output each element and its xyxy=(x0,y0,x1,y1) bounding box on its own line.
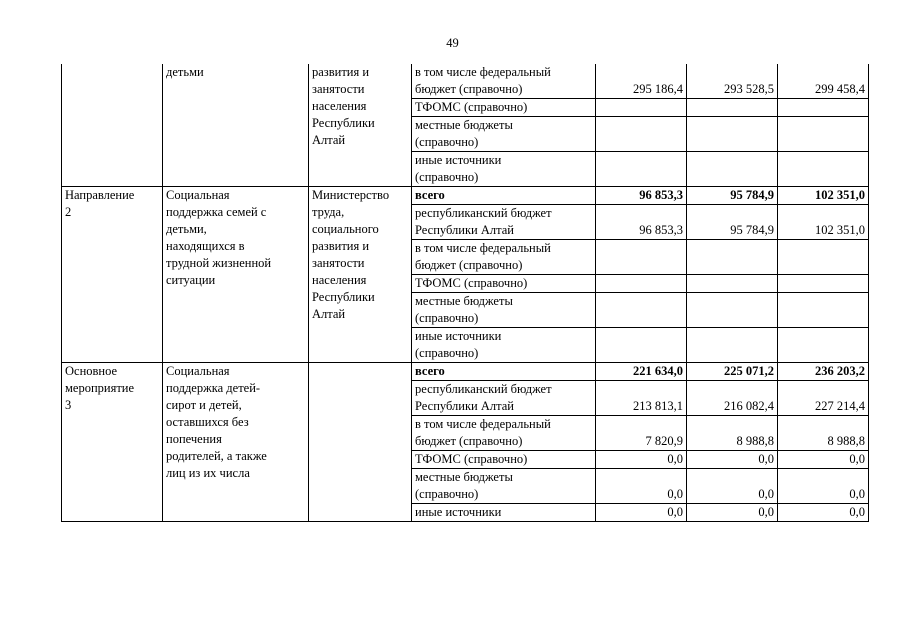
direction-2-executor-cell-line: труда, xyxy=(312,205,345,219)
funding-source-cell xyxy=(412,451,596,469)
measure-3-code-cell xyxy=(62,363,163,522)
continuation-executor-cell-line: занятости xyxy=(312,82,365,96)
value-year-1: 295 186,4 xyxy=(596,64,687,99)
funding-source-cell-line: всего xyxy=(415,364,445,378)
value-year-2 xyxy=(687,99,778,117)
funding-source-cell xyxy=(412,381,596,416)
continuation-name-cell-line: детьми xyxy=(166,65,204,79)
funding-source-cell-line: бюджет (справочно) xyxy=(415,82,523,96)
value-year-3 xyxy=(778,275,869,293)
value-year-3 xyxy=(778,117,869,152)
table-row xyxy=(62,64,869,99)
funding-source-cell-line: (справочно) xyxy=(415,170,479,184)
value-year-2: 95 784,9 xyxy=(687,205,778,240)
funding-source-cell-line: бюджет (справочно) xyxy=(415,434,523,448)
funding-source-cell-line: всего xyxy=(415,188,445,202)
value-year-1: 96 853,3 xyxy=(596,205,687,240)
value-year-3: 8 988,8 xyxy=(778,416,869,451)
value-year-3 xyxy=(778,328,869,363)
value-year-1: 7 820,9 xyxy=(596,416,687,451)
value-year-2 xyxy=(687,240,778,275)
value-year-2 xyxy=(687,152,778,187)
value-year-3: 299 458,4 xyxy=(778,64,869,99)
value-year-2 xyxy=(687,275,778,293)
value-year-3 xyxy=(778,240,869,275)
funding-source-cell xyxy=(412,293,596,328)
value-year-1 xyxy=(596,152,687,187)
value-year-3: 0,0 xyxy=(778,469,869,504)
value-year-3 xyxy=(778,293,869,328)
value-year-1 xyxy=(596,328,687,363)
value-year-1: 0,0 xyxy=(596,469,687,504)
table-row xyxy=(62,187,869,205)
direction-2-name-cell-line: поддержка семей с xyxy=(166,205,267,219)
value-year-2 xyxy=(687,328,778,363)
value-year-3: 0,0 xyxy=(778,504,869,522)
funding-source-cell xyxy=(412,363,596,381)
direction-2-code-cell-line: Направление xyxy=(65,188,135,202)
table-row xyxy=(62,363,869,381)
direction-2-name-cell-line: трудной жизненной xyxy=(166,256,272,270)
value-year-3: 102 351,0 xyxy=(778,187,869,205)
continuation-executor-cell-line: развития и xyxy=(312,65,370,79)
direction-2-executor-cell xyxy=(309,187,412,363)
funding-source-cell-line: (справочно) xyxy=(415,135,479,149)
funding-source-cell xyxy=(412,504,596,522)
funding-source-cell-line: иные источники xyxy=(415,505,502,519)
value-year-2: 293 528,5 xyxy=(687,64,778,99)
funding-source-cell xyxy=(412,117,596,152)
value-year-2: 0,0 xyxy=(687,469,778,504)
direction-2-code-cell xyxy=(62,187,163,363)
funding-source-cell-line: в том числе федеральный xyxy=(415,241,551,255)
direction-2-name-cell xyxy=(163,187,309,363)
measure-3-name-cell-line: родителей, а также xyxy=(166,449,267,463)
direction-2-name-cell-line: детьми, xyxy=(166,222,207,236)
value-year-1 xyxy=(596,293,687,328)
funding-source-cell-line: (справочно) xyxy=(415,346,479,360)
value-year-2: 0,0 xyxy=(687,451,778,469)
direction-2-executor-cell-line: Алтай xyxy=(312,307,346,321)
measure-3-name-cell-line: Социальная xyxy=(166,364,230,378)
value-year-2 xyxy=(687,293,778,328)
funding-source-cell-line: бюджет (справочно) xyxy=(415,258,523,272)
page-number: 49 xyxy=(446,36,459,50)
value-year-1 xyxy=(596,99,687,117)
measure-3-executor-cell xyxy=(309,363,412,522)
value-year-1: 96 853,3 xyxy=(596,187,687,205)
value-year-2: 225 071,2 xyxy=(687,363,778,381)
funding-source-cell-line: ТФОМС (справочно) xyxy=(415,276,528,290)
value-year-2 xyxy=(687,117,778,152)
continuation-code-cell xyxy=(62,64,163,187)
funding-source-cell xyxy=(412,275,596,293)
budget-table-body xyxy=(62,64,869,522)
value-year-3: 102 351,0 xyxy=(778,205,869,240)
direction-2-executor-cell-line: Республики xyxy=(312,290,375,304)
direction-2-executor-cell-line: занятости xyxy=(312,256,365,270)
direction-2-executor-cell-line: социального xyxy=(312,222,379,236)
funding-source-cell xyxy=(412,416,596,451)
funding-source-cell-line: Республики Алтай xyxy=(415,399,514,413)
funding-source-cell xyxy=(412,328,596,363)
value-year-3: 0,0 xyxy=(778,451,869,469)
continuation-executor-cell-line: Республики xyxy=(312,116,375,130)
funding-source-cell-line: в том числе федеральный xyxy=(415,65,551,79)
value-year-2: 95 784,9 xyxy=(687,187,778,205)
funding-source-cell xyxy=(412,469,596,504)
measure-3-name-cell xyxy=(163,363,309,522)
funding-source-cell xyxy=(412,187,596,205)
funding-source-cell-line: (справочно) xyxy=(415,487,479,501)
funding-source-cell xyxy=(412,240,596,275)
value-year-2: 8 988,8 xyxy=(687,416,778,451)
funding-source-cell xyxy=(412,64,596,99)
direction-2-name-cell-line: Социальная xyxy=(166,188,230,202)
budget-table xyxy=(61,64,869,522)
value-year-1: 221 634,0 xyxy=(596,363,687,381)
funding-source-cell-line: (справочно) xyxy=(415,311,479,325)
direction-2-name-cell-line: ситуации xyxy=(166,273,216,287)
value-year-3: 236 203,2 xyxy=(778,363,869,381)
funding-source-cell-line: иные источники xyxy=(415,153,502,167)
funding-source-cell-line: республиканский бюджет xyxy=(415,206,552,220)
value-year-1: 0,0 xyxy=(596,451,687,469)
value-year-2: 0,0 xyxy=(687,504,778,522)
funding-source-cell-line: местные бюджеты xyxy=(415,294,513,308)
funding-source-cell xyxy=(412,152,596,187)
measure-3-name-cell-line: лиц из их числа xyxy=(166,466,250,480)
measure-3-code-cell-line: Основное xyxy=(65,364,118,378)
value-year-3 xyxy=(778,99,869,117)
measure-3-name-cell-line: оставшихся без xyxy=(166,415,249,429)
value-year-1 xyxy=(596,240,687,275)
funding-source-cell-line: местные бюджеты xyxy=(415,118,513,132)
measure-3-code-cell-line: 3 xyxy=(65,398,72,412)
direction-2-name-cell-line: находящихся в xyxy=(166,239,245,253)
value-year-1: 0,0 xyxy=(596,504,687,522)
funding-source-cell-line: Республики Алтай xyxy=(415,223,514,237)
direction-2-code-cell-line: 2 xyxy=(65,205,72,219)
funding-source-cell-line: республиканский бюджет xyxy=(415,382,552,396)
direction-2-executor-cell-line: развития и xyxy=(312,239,370,253)
funding-source-cell-line: в том числе федеральный xyxy=(415,417,551,431)
funding-source-cell-line: ТФОМС (справочно) xyxy=(415,452,528,466)
measure-3-code-cell-line: мероприятие xyxy=(65,381,135,395)
value-year-2: 216 082,4 xyxy=(687,381,778,416)
funding-source-cell xyxy=(412,99,596,117)
measure-3-name-cell-line: сирот и детей, xyxy=(166,398,242,412)
measure-3-name-cell-line: поддержка детей- xyxy=(166,381,261,395)
value-year-3: 227 214,4 xyxy=(778,381,869,416)
continuation-executor-cell-line: Алтай xyxy=(312,133,346,147)
value-year-1 xyxy=(596,275,687,293)
continuation-executor-cell xyxy=(309,64,412,187)
funding-source-cell-line: ТФОМС (справочно) xyxy=(415,100,528,114)
measure-3-name-cell-line: попечения xyxy=(166,432,222,446)
value-year-1 xyxy=(596,117,687,152)
funding-source-cell-line: местные бюджеты xyxy=(415,470,513,484)
direction-2-executor-cell-line: Министерство xyxy=(312,188,390,202)
value-year-1: 213 813,1 xyxy=(596,381,687,416)
continuation-name-cell xyxy=(163,64,309,187)
value-year-3 xyxy=(778,152,869,187)
funding-source-cell xyxy=(412,205,596,240)
continuation-executor-cell-line: населения xyxy=(312,99,367,113)
direction-2-executor-cell-line: населения xyxy=(312,273,367,287)
funding-source-cell-line: иные источники xyxy=(415,329,502,343)
